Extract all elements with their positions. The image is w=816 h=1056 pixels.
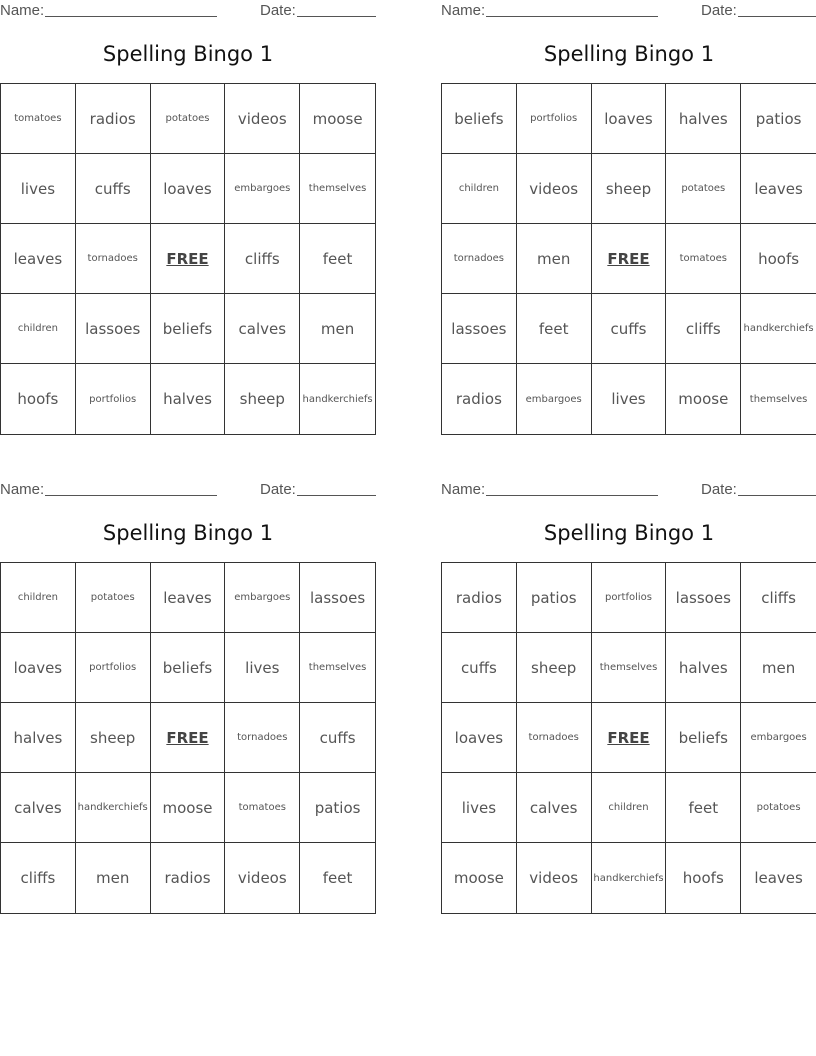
- bingo-cell: leaves: [151, 563, 226, 633]
- free-space: FREE: [592, 703, 667, 773]
- bingo-cell: portfolios: [517, 84, 592, 154]
- bingo-cell: cuffs: [76, 154, 151, 224]
- bingo-cell: potatoes: [666, 154, 741, 224]
- card-title: Spelling Bingo 1: [102, 42, 274, 66]
- bingo-cell: moose: [666, 364, 741, 434]
- bingo-cell: handkerchiefs: [302, 393, 373, 405]
- name-line: [45, 16, 217, 17]
- name-line: [486, 16, 658, 17]
- date-line: [297, 495, 376, 496]
- card-title: Spelling Bingo 1: [543, 521, 715, 545]
- free-space: FREE: [151, 224, 226, 294]
- bingo-cell: potatoes: [741, 773, 816, 843]
- bingo-cell: lassoes: [666, 563, 741, 633]
- bingo-cell: beliefs: [151, 294, 226, 364]
- bingo-cell: potatoes: [151, 84, 226, 154]
- bingo-cell: themselves: [592, 633, 667, 703]
- bingo-cell: moose: [442, 843, 517, 913]
- date-line: [738, 16, 816, 17]
- bingo-cell: cuffs: [442, 633, 517, 703]
- bingo-cell: calves: [225, 294, 300, 364]
- bingo-cell: videos: [517, 154, 592, 224]
- bingo-cell: themselves: [749, 393, 808, 405]
- date-label: Date:: [701, 2, 737, 19]
- bingo-cell: feet: [300, 224, 375, 294]
- bingo-cell: feet: [666, 773, 741, 843]
- bingo-cell: cuffs: [300, 703, 375, 773]
- bingo-cell: leaves: [741, 154, 816, 224]
- date-line: [738, 495, 816, 496]
- bingo-cell: sheep: [225, 364, 300, 434]
- bingo-cell: men: [300, 294, 375, 364]
- card-header: [0, 479, 376, 499]
- bingo-cell: loaves: [151, 154, 226, 224]
- bingo-cell: sheep: [76, 703, 151, 773]
- bingo-cell: embargoes: [225, 563, 300, 633]
- card-header: [441, 479, 816, 499]
- bingo-cell: loaves: [1, 633, 76, 703]
- bingo-cell: lives: [225, 633, 300, 703]
- bingo-cell: handkerchiefs: [741, 294, 816, 364]
- bingo-card: [0, 0, 376, 434]
- free-space: FREE: [151, 703, 226, 773]
- bingo-card: [0, 479, 376, 913]
- bingo-cell: portfolios: [76, 633, 151, 703]
- bingo-cell: lives: [592, 364, 667, 434]
- bingo-cell: cuffs: [592, 294, 667, 364]
- date-line: [297, 16, 376, 17]
- bingo-cell: children: [1, 563, 76, 633]
- bingo-cell: men: [517, 224, 592, 294]
- bingo-cell: hoofs: [666, 843, 741, 913]
- bingo-cell: videos: [517, 843, 592, 913]
- bingo-cell: beliefs: [442, 84, 517, 154]
- bingo-cell: calves: [1, 773, 76, 843]
- bingo-cell: calves: [517, 773, 592, 843]
- bingo-cell: men: [76, 843, 151, 913]
- bingo-grid: [0, 83, 376, 435]
- name-label: Name:: [441, 2, 486, 19]
- bingo-cell: themselves: [300, 154, 375, 224]
- bingo-cell: radios: [442, 563, 517, 633]
- bingo-cell: embargoes: [225, 154, 300, 224]
- date-label: Date:: [260, 481, 296, 498]
- bingo-cell: hoofs: [1, 364, 76, 434]
- date-label: Date:: [701, 481, 737, 498]
- bingo-cell: leaves: [754, 869, 803, 887]
- bingo-cell: moose: [300, 84, 375, 154]
- bingo-cell: tornadoes: [517, 703, 592, 773]
- card-title: Spelling Bingo 1: [102, 521, 274, 545]
- bingo-grid: [441, 83, 816, 435]
- bingo-cell: beliefs: [666, 703, 741, 773]
- bingo-cell: tornadoes: [225, 703, 300, 773]
- bingo-cell: portfolios: [76, 364, 151, 434]
- bingo-cell: feet: [517, 294, 592, 364]
- bingo-cell: radios: [76, 84, 151, 154]
- free-space: FREE: [592, 224, 667, 294]
- bingo-cell: radios: [442, 364, 517, 434]
- bingo-cell: cliffs: [741, 563, 816, 633]
- bingo-grid: [441, 562, 816, 914]
- bingo-cell: leaves: [1, 224, 76, 294]
- bingo-cell: patios: [300, 773, 375, 843]
- bingo-cell: handkerchiefs: [592, 843, 667, 913]
- bingo-cell: handkerchiefs: [76, 773, 151, 843]
- bingo-cell: themselves: [300, 633, 375, 703]
- bingo-cell: portfolios: [592, 563, 667, 633]
- card-header: [441, 0, 816, 20]
- bingo-cell: potatoes: [76, 563, 151, 633]
- bingo-cell: lassoes: [76, 294, 151, 364]
- bingo-cell: tomatoes: [666, 224, 741, 294]
- bingo-cell: children: [1, 294, 76, 364]
- bingo-cell: embargoes: [741, 703, 816, 773]
- bingo-cell: lassoes: [442, 294, 517, 364]
- name-line: [45, 495, 217, 496]
- bingo-cell: embargoes: [517, 364, 592, 434]
- name-label: Name:: [441, 481, 486, 498]
- bingo-card: [441, 0, 816, 434]
- bingo-cell: radios: [151, 843, 226, 913]
- bingo-cell: children: [592, 773, 667, 843]
- bingo-cell: cliffs: [1, 843, 76, 913]
- bingo-cell: lives: [442, 773, 517, 843]
- bingo-card: [441, 479, 816, 913]
- bingo-cell: halves: [1, 703, 76, 773]
- bingo-cell: tornadoes: [442, 224, 517, 294]
- bingo-cell: tomatoes: [1, 84, 76, 154]
- bingo-cell: videos: [225, 843, 300, 913]
- bingo-cell: videos: [225, 84, 300, 154]
- bingo-cell: halves: [151, 364, 226, 434]
- bingo-cell: loaves: [592, 84, 667, 154]
- bingo-cell: tornadoes: [76, 224, 151, 294]
- bingo-cell: patios: [517, 563, 592, 633]
- name-label: Name:: [0, 2, 45, 19]
- bingo-cell: halves: [666, 84, 741, 154]
- bingo-cell: lassoes: [300, 563, 375, 633]
- bingo-cell: sheep: [592, 154, 667, 224]
- bingo-cell: patios: [741, 84, 816, 154]
- bingo-cell: cliffs: [225, 224, 300, 294]
- date-label: Date:: [260, 2, 296, 19]
- bingo-cell: tomatoes: [225, 773, 300, 843]
- bingo-cell: men: [741, 633, 816, 703]
- bingo-cell: lives: [1, 154, 76, 224]
- card-title: Spelling Bingo 1: [543, 42, 715, 66]
- bingo-cell: feet: [322, 869, 353, 887]
- bingo-cell: sheep: [517, 633, 592, 703]
- name-label: Name:: [0, 481, 45, 498]
- bingo-cell: beliefs: [151, 633, 226, 703]
- card-header: [0, 0, 376, 20]
- bingo-cell: cliffs: [666, 294, 741, 364]
- bingo-cell: moose: [151, 773, 226, 843]
- bingo-cell: hoofs: [741, 224, 816, 294]
- bingo-cell: loaves: [442, 703, 517, 773]
- bingo-cell: children: [442, 154, 517, 224]
- bingo-grid: [0, 562, 376, 914]
- bingo-cell: halves: [666, 633, 741, 703]
- name-line: [486, 495, 658, 496]
